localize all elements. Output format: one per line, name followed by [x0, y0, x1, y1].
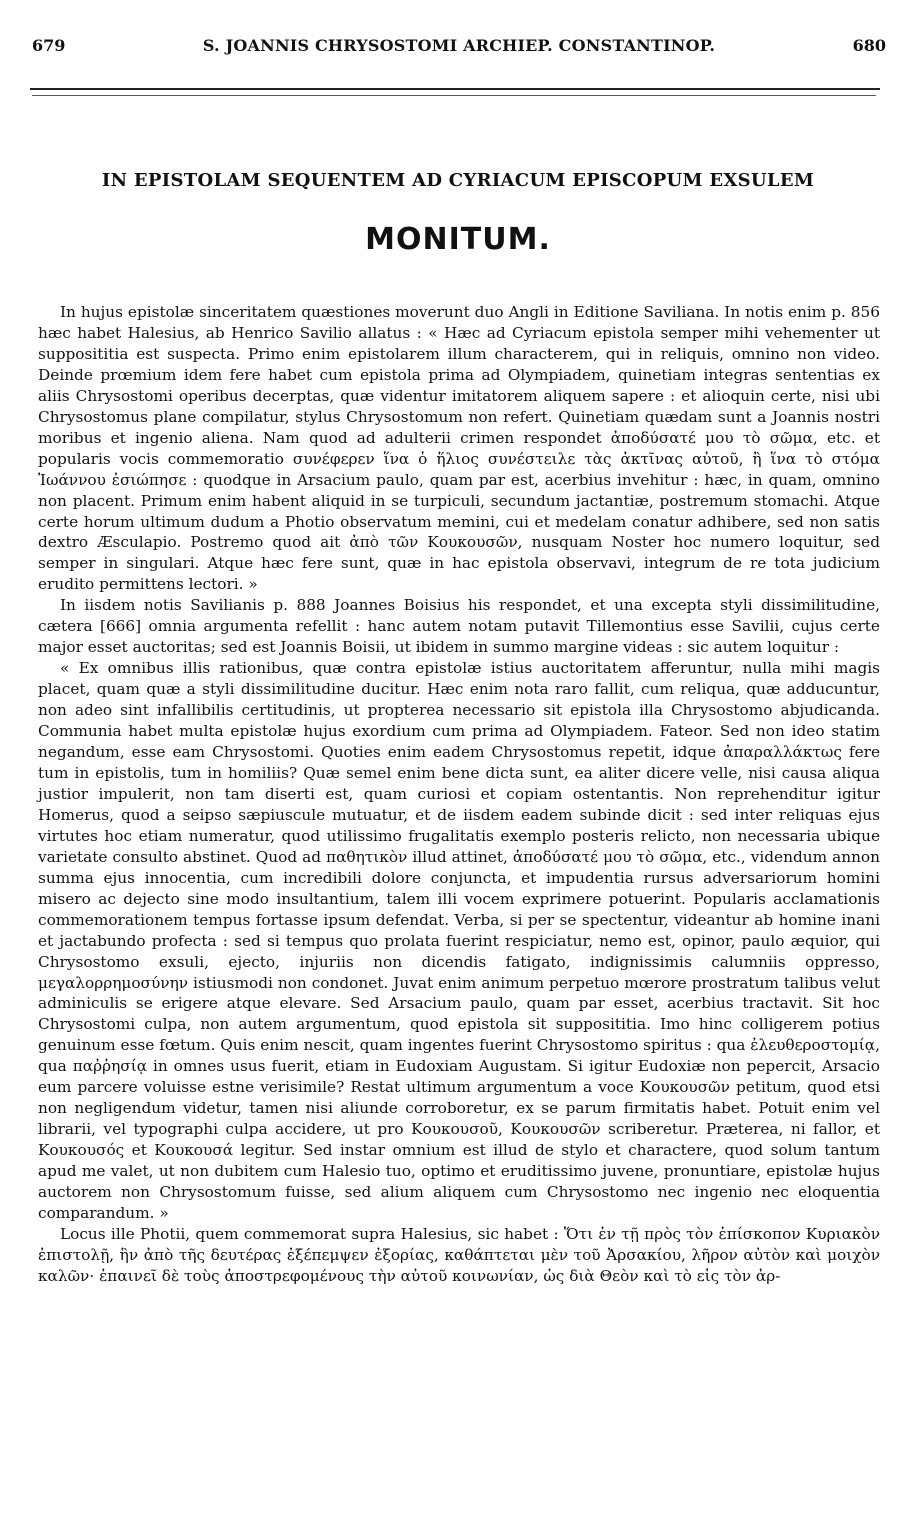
page-number-right: 680	[852, 36, 886, 55]
running-title: S. JOANNIS CHRYSOSTOMI ARCHIEP. CONSTANTINOP.	[202, 36, 716, 55]
paragraph-boisius-quote: « Ex omnibus illis rationibus, quæ contra epistolæ istius auctoritatem afferuntur, nulla mihi magis placet, quam quæ a styli dissimilitudine ducitur. Hæc enim nota raro fallit, cum reliqua, quæ adducuntur, non adeo sint infallibilis certitudinis, ut propterea necessario sit epistola illa Chrysostomo abjudicanda. Communia habet multa epistolæ hujus exordium cum prima ad Olympiadem. Fateor. Sed non ideo statim negandum, esse eam Chrysostomi. Quoties enim eadem Chrysostomus repetit, idque ἀπαραλλάκτως fere tum in epistolis, tum in homiliis? Quæ semel enim bene dicta sunt, ea aliter dicere velle, nisi causa aliqua justior impulerit, non tam diserti est, quam curiosi et copiam ostentantis. Non reprehenditur igitur Homerus, quod a seipso sæpiuscule mutuatur, et de iisdem eadem subinde dicit : sed inter reliquas ejus virtutes hoc etiam numeratur, quod utilissimo frugalitatis exemplo posteris relicto, non necessaria ubique varietate consulto abstinet. Quod ad παθητικὸν illud attinet, ἀποδύσατέ μου τὸ σῶμα, etc., videndum annon summa ejus innocentia, cum incredibili dolore conjuncta, et impudentia rursus adversariorum homini misero ac dejecto sine modo insultantium, talem illi vocem exprimere potuerint. Popularis acclamationis commemorationem tempus fortasse ipsum defendat. Verba, si per se spectentur, videantur ab homine inani et jactabundo profecta : sed si tempus quo prolata fuerint respiciatur, nemo est, opinor, paulo æquior, qui Chrysostomo exsuli, ejecto, injuriis non dicendis fatigato, indignissimis calumniis oppresso, μεγαλορρημοσύνην istiusmodi non condonet. Juvat enim animum perpetuo mœrore prostratum talibus velut adminiculis se erigere atque elevare. Sed Arsacium paulo, quam par esset, acerbius tractavit. Sit hoc Chrysostomi culpa, non autem argumentum, quod epistola sit supposititia. Imo hinc colligerem potius genuinum esse fœtum. Quis enim nescit, quam ingentes fuerint Chrysostomo spiritus : qua ἐλευθεροστομίᾳ, qua παῤῥησίᾳ in omnes usus fuerit, etiam in Eudoxiam Augustam. Si igitur Eudoxiæ non pepercit, Arsacio eum parcere voluisse estne verisimile? Restat ultimum argumentum a voce Κουκουσῶν petitum, quod etsi non negligendum videtur, tamen nisi aliunde corroboretur, ex se parum firmitatis habet. Potuit enim vel librarii, vel typographi culpa accidere, ut pro Κουκουσοῦ, Κουκουσῶν scriberetur. Præterea, ni fallor, et Κουκουσός et Κουκουσά legitur. Sed instar omnium est illud de stylo et charactere, quod solum tantum apud me valet, ut non dubitem cum Halesio tuo, optimo et eruditissimo juvene, pronuntiare, epistolæ hujus auctorem non Chrysostomum fuisse, sed alium aliquem cum Chrysostomo nec ingenio nec eloquentia comparandum. »	[38, 659, 880, 1222]
paragraph-boisius-intro: In iisdem notis Savilianis p. 888 Joannes Boisius his respondet, et una excepta styli dissimilitudine, cætera [666] omnia argumenta refellit : hanc autem notam putavit Tillemontius esse Savilii, cujus certe major esset auctoritas; sed est Joannis Boisii, ut ibidem in summo margine videas : sic autem loquitur :	[38, 596, 880, 657]
body-text	[38, 302, 880, 1287]
section-heading: MONITUM.	[365, 222, 551, 257]
running-head	[32, 36, 886, 62]
paragraph-halesius: In hujus epistolæ sinceritatem quæstiones moverunt duo Angli in Editione Saviliana. In notis enim p. 856 hæc habet Halesius, ab Henrico Savilio allatus : « Hæc ad Cyriacum epistola semper mihi vehementer ut supposititia est suspecta. Primo enim epistolarem illum characterem, qui in reliquis, omnino non video. Deinde prœmium idem fere habet cum epistola prima ad Olympiadem, quinetiam integras sententias ex aliis Chrysostomi operibus decerptas, quæ videntur imitatorem aliquem sapere : et alioquin certe, nisi ubi Chrysostomus plane compilatur, stylus Chrysostomum non refert. Quinetiam quædam sunt a Joannis nostri moribus et ingenio aliena. Nam quod ad adulterii crimen respondet ἀποδύσατέ μου τὸ σῶμα, etc. et popularis vocis commemoratio συνέφερεν ἵνα ὁ ἥλιος συνέστειλε τὰς ἀκτῖνας αὐτοῦ, ἢ ἵνα τὸ στόμα Ἰωάννου ἐσιώπησε : quodque in Arsacium paulo, quam par est, acerbius invehitur : hæc, in quam, omnino non placent. Primum enim habent aliquid in se turpiculi, secundum jactantiæ, postremum stomachi. Atque certe horum ultimum dudum a Photio observatum memini, cui et medelam conatur adhibere, sed non satis dextro Æsculapio. Postremo quod ait ἀπὸ τῶν Κουκουσῶν, nusquam Noster hoc numero loquitur, sed semper in singulari. Atque hæc fere sunt, quæ in hac epistola observavi, integrum de re tota judicium erudito permittens lectori. »	[38, 303, 880, 594]
page-number-left: 679	[32, 36, 66, 55]
header-rule	[30, 88, 880, 90]
header-rule-secondary	[32, 95, 876, 96]
section-subtitle: IN EPISTOLAM SEQUENTEM AD CYRIACUM EPISCOPUM EXSULEM	[101, 170, 815, 191]
paragraph-photius: Locus ille Photii, quem commemorat supra Halesius, sic habet : Ὅτι ἐν τῇ πρὸς τὸν ἐπίσκοπον Κυριακὸν ἐπιστολῇ, ἣν ἀπὸ τῆς δευτέρας ἐξέπεμψεν ἐξορίας, καθάπτεται μὲν τοῦ Ἀρσακίου, λῆρον αὐτὸν καὶ μοιχὸν καλῶν· ἐπαινεῖ δὲ τοὺς ἀποστρεφομένους τὴν αὐτοῦ κοινωνίαν, ὡς διὰ Θεὸν καὶ τὸ εἰς τὸν ἀρ-	[38, 1224, 880, 1285]
